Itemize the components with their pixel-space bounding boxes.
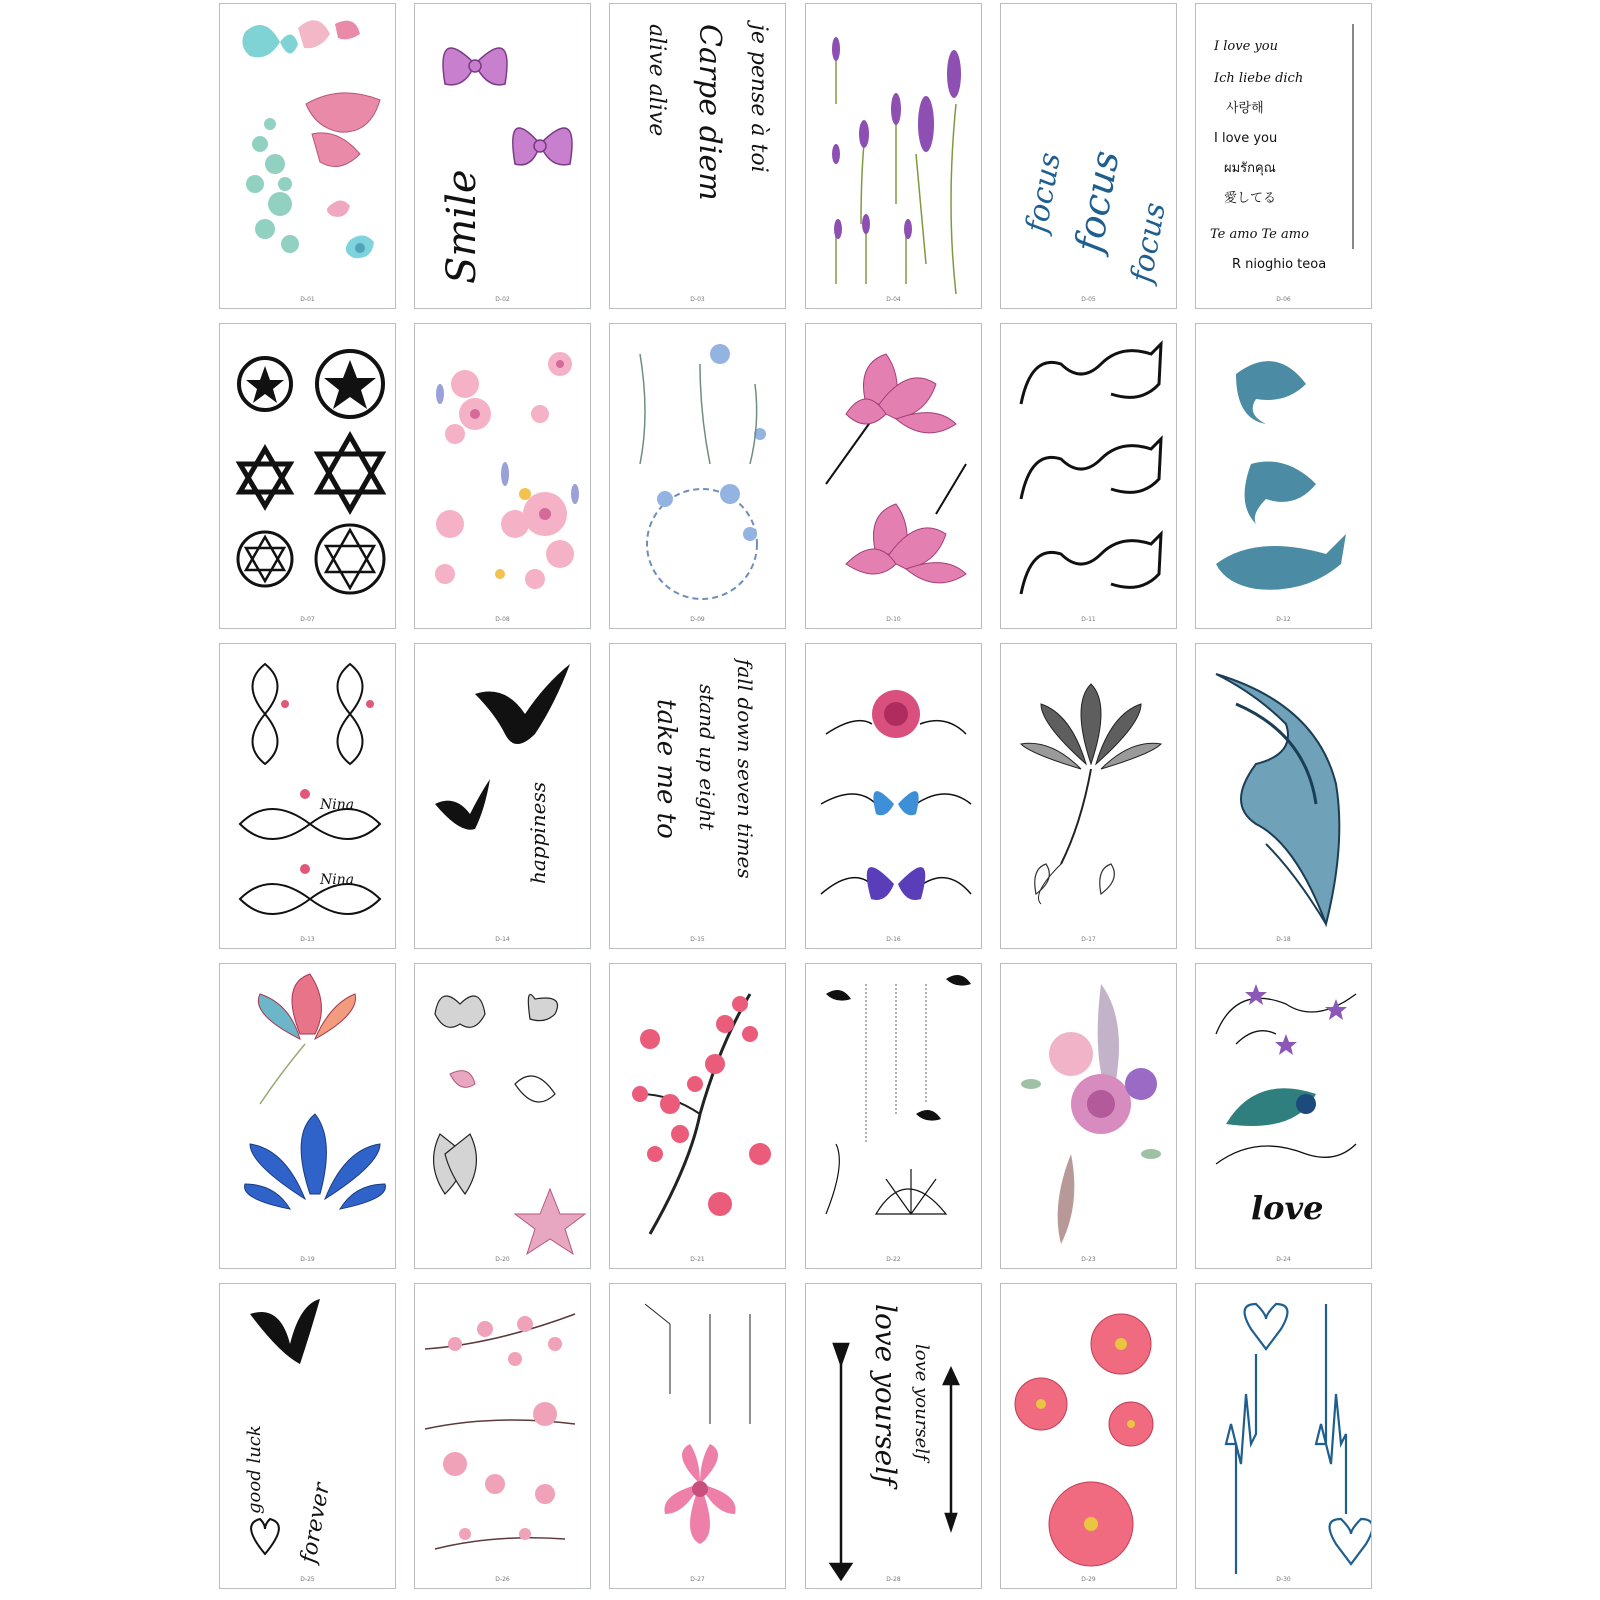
tattoo-card-ink-lotus[interactable] (1000, 643, 1177, 949)
card-text: Nina (320, 872, 355, 888)
cat-outline-icon (1001, 324, 1177, 629)
card-code: D-02 (495, 296, 510, 303)
tattoo-card-goodluck[interactable] (219, 1283, 396, 1589)
card-code: D-17 (1081, 936, 1096, 943)
card-text: happiness (526, 781, 550, 884)
tattoo-card-cherry[interactable] (609, 963, 786, 1269)
card-code: D-20 (495, 1256, 510, 1263)
card-code: D-05 (1081, 296, 1096, 303)
card-text: Ich liebe dich (1214, 71, 1304, 86)
focus-script-icon (1001, 4, 1177, 309)
card-code: D-23 (1081, 1256, 1096, 1263)
bows-and-smile-script-icon (415, 4, 591, 309)
red-flowers-icon (1001, 1284, 1177, 1589)
card-code: D-24 (1276, 1256, 1291, 1263)
cherry-blossom-branch-icon (610, 964, 786, 1269)
card-text: focus (1019, 149, 1068, 236)
card-code: D-18 (1276, 936, 1291, 943)
card-text: Carpe diem (692, 24, 727, 201)
card-code: D-25 (300, 1576, 315, 1583)
card-text: good luck (244, 1425, 265, 1514)
butterflies-and-blossoms-icon (220, 4, 396, 309)
card-code: D-28 (886, 1576, 901, 1583)
rose-and-butterflies-icon (806, 644, 982, 949)
card-code: D-27 (690, 1576, 705, 1583)
card-code: D-15 (690, 936, 705, 943)
tattoo-card-flower-script[interactable] (609, 1283, 786, 1589)
card-text: R nioghio teoa (1232, 257, 1327, 272)
whales-icon (1196, 324, 1372, 629)
birds-fan-script-icon (806, 964, 982, 1269)
tattoo-card-focus[interactable] (1000, 3, 1177, 309)
heartbeat-hearts-icon (1196, 1284, 1372, 1589)
tattoo-card-multilingual[interactable] (1195, 3, 1372, 309)
tattoo-card-lavender[interactable] (805, 3, 982, 309)
card-text: Nina (320, 797, 355, 813)
card-text: take me to (651, 699, 681, 839)
card-code: D-09 (690, 616, 705, 623)
card-code: D-26 (495, 1576, 510, 1583)
vertical-script-icon (610, 4, 786, 309)
card-text: 사랑해 (1226, 101, 1264, 116)
tattoo-card-butterflies[interactable] (219, 3, 396, 309)
tattoo-card-infinity[interactable] (219, 643, 396, 949)
watercolor-rose-feathers-icon (1001, 964, 1177, 1269)
tattoo-card-lotus-pair[interactable] (219, 963, 396, 1269)
tattoo-card-heartbeat[interactable] (1195, 1283, 1372, 1589)
tattoo-card-arrows[interactable] (805, 1283, 982, 1589)
card-text: Smile (439, 169, 485, 284)
card-code: D-10 (886, 616, 901, 623)
card-text: love yourself (869, 1304, 902, 1486)
card-text: Te amo Te amo (1210, 227, 1309, 242)
lavender-sprigs-icon (806, 4, 982, 309)
card-text: stand up eight (695, 684, 719, 831)
card-code: D-11 (1081, 616, 1096, 623)
card-code: D-08 (495, 616, 510, 623)
swallows-script-icon (415, 644, 591, 949)
card-code: D-16 (886, 936, 901, 943)
card-text: love (1251, 1189, 1324, 1227)
tattoo-card-pink-floral[interactable] (414, 323, 591, 629)
tattoo-card-feather[interactable] (1195, 643, 1372, 949)
feather-swirl-icon (1196, 644, 1372, 949)
vertical-quote-icon (610, 644, 786, 949)
card-code: D-21 (690, 1256, 705, 1263)
card-code: D-04 (886, 296, 901, 303)
card-code: D-07 (300, 616, 315, 623)
card-text: I love you (1214, 39, 1278, 54)
card-text: I love you (1214, 131, 1278, 146)
card-text: love yourself (911, 1344, 932, 1461)
card-text: je pense à toi (746, 24, 771, 173)
card-text: forever (296, 1481, 335, 1566)
tattoo-card-blossom-branches[interactable] (414, 1283, 591, 1589)
tattoo-card-vertical-script[interactable] (609, 3, 786, 309)
lineart-flowers-butterflies-icon (415, 964, 591, 1269)
tattoo-card-red-flowers[interactable] (1000, 1283, 1177, 1589)
card-code: D-13 (300, 936, 315, 943)
card-code: D-01 (300, 296, 315, 303)
pink-lotus-icon (806, 324, 982, 629)
card-code: D-29 (1081, 1576, 1096, 1583)
tattoo-card-swallows[interactable] (414, 643, 591, 949)
pink-floral-icon (415, 324, 591, 629)
tattoo-card-lineart[interactable] (414, 963, 591, 1269)
tattoo-card-watercolor-rose[interactable] (1000, 963, 1177, 1269)
flower-with-script-icon (610, 1284, 786, 1589)
stars-and-hexagrams-icon (220, 324, 396, 629)
card-text: focus (1066, 147, 1128, 256)
card-code: D-22 (886, 1256, 901, 1263)
tattoo-card-rose-butterflies[interactable] (805, 643, 982, 949)
card-code: D-06 (1276, 296, 1291, 303)
lotus-pair-icon (220, 964, 396, 1269)
tattoo-card-quote[interactable] (609, 643, 786, 949)
card-code: D-03 (690, 296, 705, 303)
tattoo-card-stars[interactable] (219, 323, 396, 629)
card-text: 愛してる (1224, 191, 1277, 206)
peacock-feather-love-icon (1196, 964, 1372, 1269)
tattoo-card-cats[interactable] (1000, 323, 1177, 629)
tattoo-card-wreath[interactable] (609, 323, 786, 629)
blossom-branches-icon (415, 1284, 591, 1589)
tattoo-card-birds-fan[interactable] (805, 963, 982, 1269)
card-text: alive alive (644, 24, 669, 137)
card-text: fall down seven times (733, 659, 757, 879)
card-text: focus (1124, 199, 1173, 286)
arrows-love-yourself-icon (806, 1284, 982, 1589)
butterfly-goodluck-icon (220, 1284, 396, 1589)
card-code: D-19 (300, 1256, 315, 1263)
card-text: ผมรักคุณ (1224, 161, 1276, 176)
tattoo-card-pink-lotus[interactable] (805, 323, 982, 629)
tattoo-card-peacock-love[interactable] (1195, 963, 1372, 1269)
infinity-names-icon (220, 644, 396, 949)
ink-lotus-icon (1001, 644, 1177, 949)
tattoo-card-bows[interactable] (414, 3, 591, 309)
tattoo-card-whales[interactable] (1195, 323, 1372, 629)
card-code: D-14 (495, 936, 510, 943)
card-code: D-30 (1276, 1576, 1291, 1583)
floral-wreath-script-icon (610, 324, 786, 629)
card-code: D-12 (1276, 616, 1291, 623)
multilingual-love-text-icon (1196, 4, 1372, 309)
